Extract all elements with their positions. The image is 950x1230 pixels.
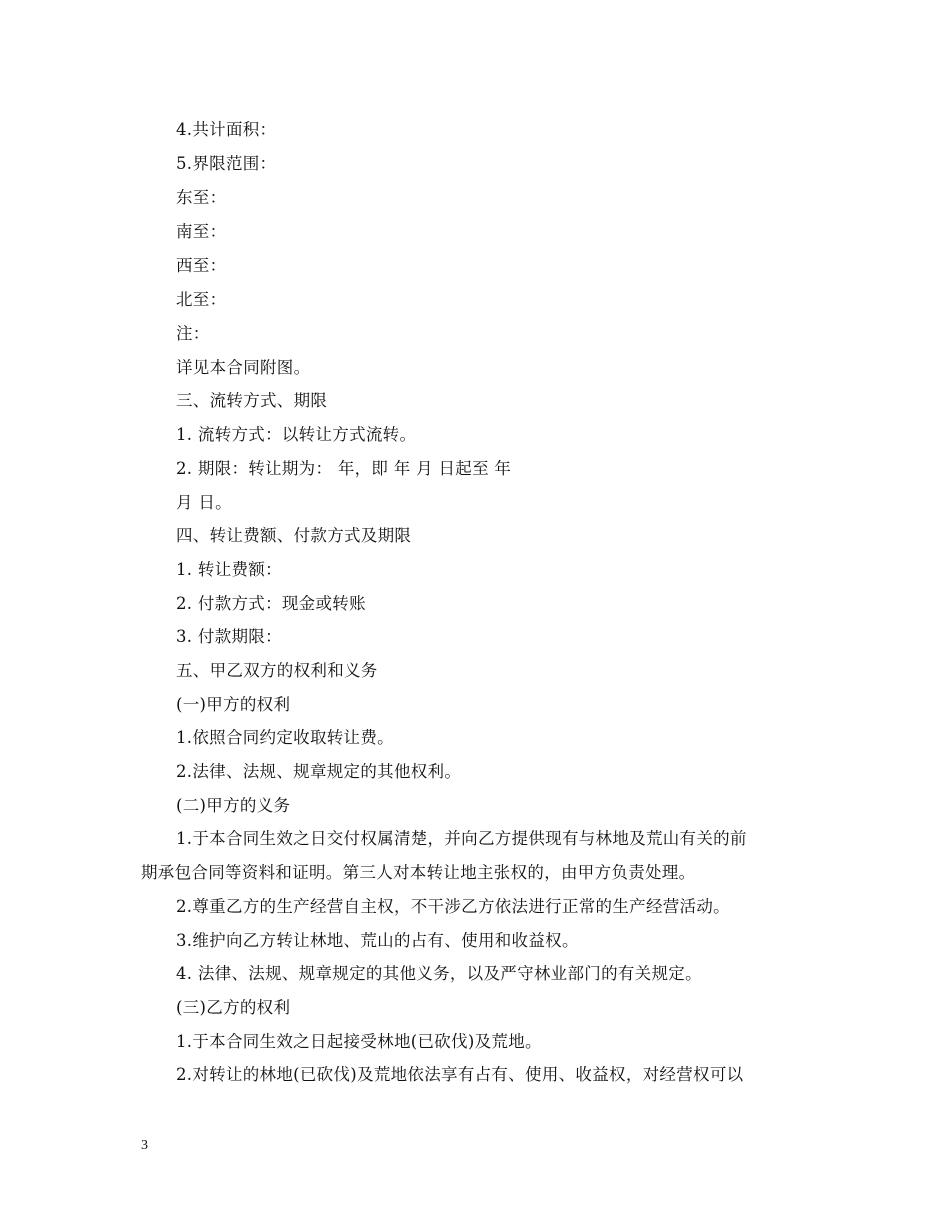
subsection-heading: (二)甲方的义务 — [176, 796, 291, 815]
section-heading: 三、流转方式、期限 — [176, 391, 328, 410]
text-line: 注： — [176, 324, 210, 343]
page-number: 3 — [141, 1138, 148, 1153]
text-line: 详见本合同附图。 — [176, 358, 311, 377]
text-line: 月 日。 — [176, 493, 232, 512]
text-line: 1. 转让费额： — [176, 560, 282, 579]
text-line: 2. 付款方式：现金或转账 — [176, 594, 366, 613]
text-line: 1. 流转方式：以转让方式流转。 — [176, 425, 417, 444]
section-heading: 五、甲乙双方的权利和义务 — [176, 661, 378, 680]
text-line: 2.对转让的林地(已砍伐)及荒地依法享有占有、使用、收益权，对经营权可以 — [176, 1065, 744, 1084]
text-line: 1.依照合同约定收取转让费。 — [176, 728, 394, 747]
text-line: 5.界限范围： — [176, 154, 277, 173]
section-heading: 四、转让费额、付款方式及期限 — [176, 526, 412, 545]
text-line: 4.共计面积： — [176, 120, 277, 139]
text-line: 3. 付款期限： — [176, 627, 282, 646]
subsection-heading: (三)乙方的权利 — [176, 998, 291, 1017]
subsection-heading: (一)甲方的权利 — [176, 695, 291, 714]
text-line: 3.维护向乙方转让林地、荒山的占有、使用和收益权。 — [176, 931, 579, 950]
text-line: 2. 期限：转让期为： 年，即 年 月 日起至 年 — [176, 459, 512, 478]
text-line: 期承包合同等资料和证明。第三人对本转让地主张权的，由甲方负责处理。 — [141, 863, 696, 882]
text-line: 4. 法律、法规、规章规定的其他义务，以及严守林业部门的有关规定。 — [176, 964, 702, 983]
text-line: 1.于本合同生效之日起接受林地(已砍伐)及荒地。 — [176, 1032, 542, 1051]
text-line: 2.法律、法规、规章规定的其他权利。 — [176, 762, 462, 781]
text-line: 西至： — [176, 256, 227, 275]
text-line: 东至： — [176, 188, 227, 207]
text-line: 1.于本合同生效之日交付权属清楚，并向乙方提供现有与林地及荒山有关的前 — [176, 829, 747, 848]
text-line: 南至： — [176, 222, 227, 241]
text-line: 北至： — [176, 290, 227, 309]
text-line: 2.尊重乙方的生产经营自主权，不干涉乙方依法进行正常的生产经营活动。 — [176, 897, 730, 916]
